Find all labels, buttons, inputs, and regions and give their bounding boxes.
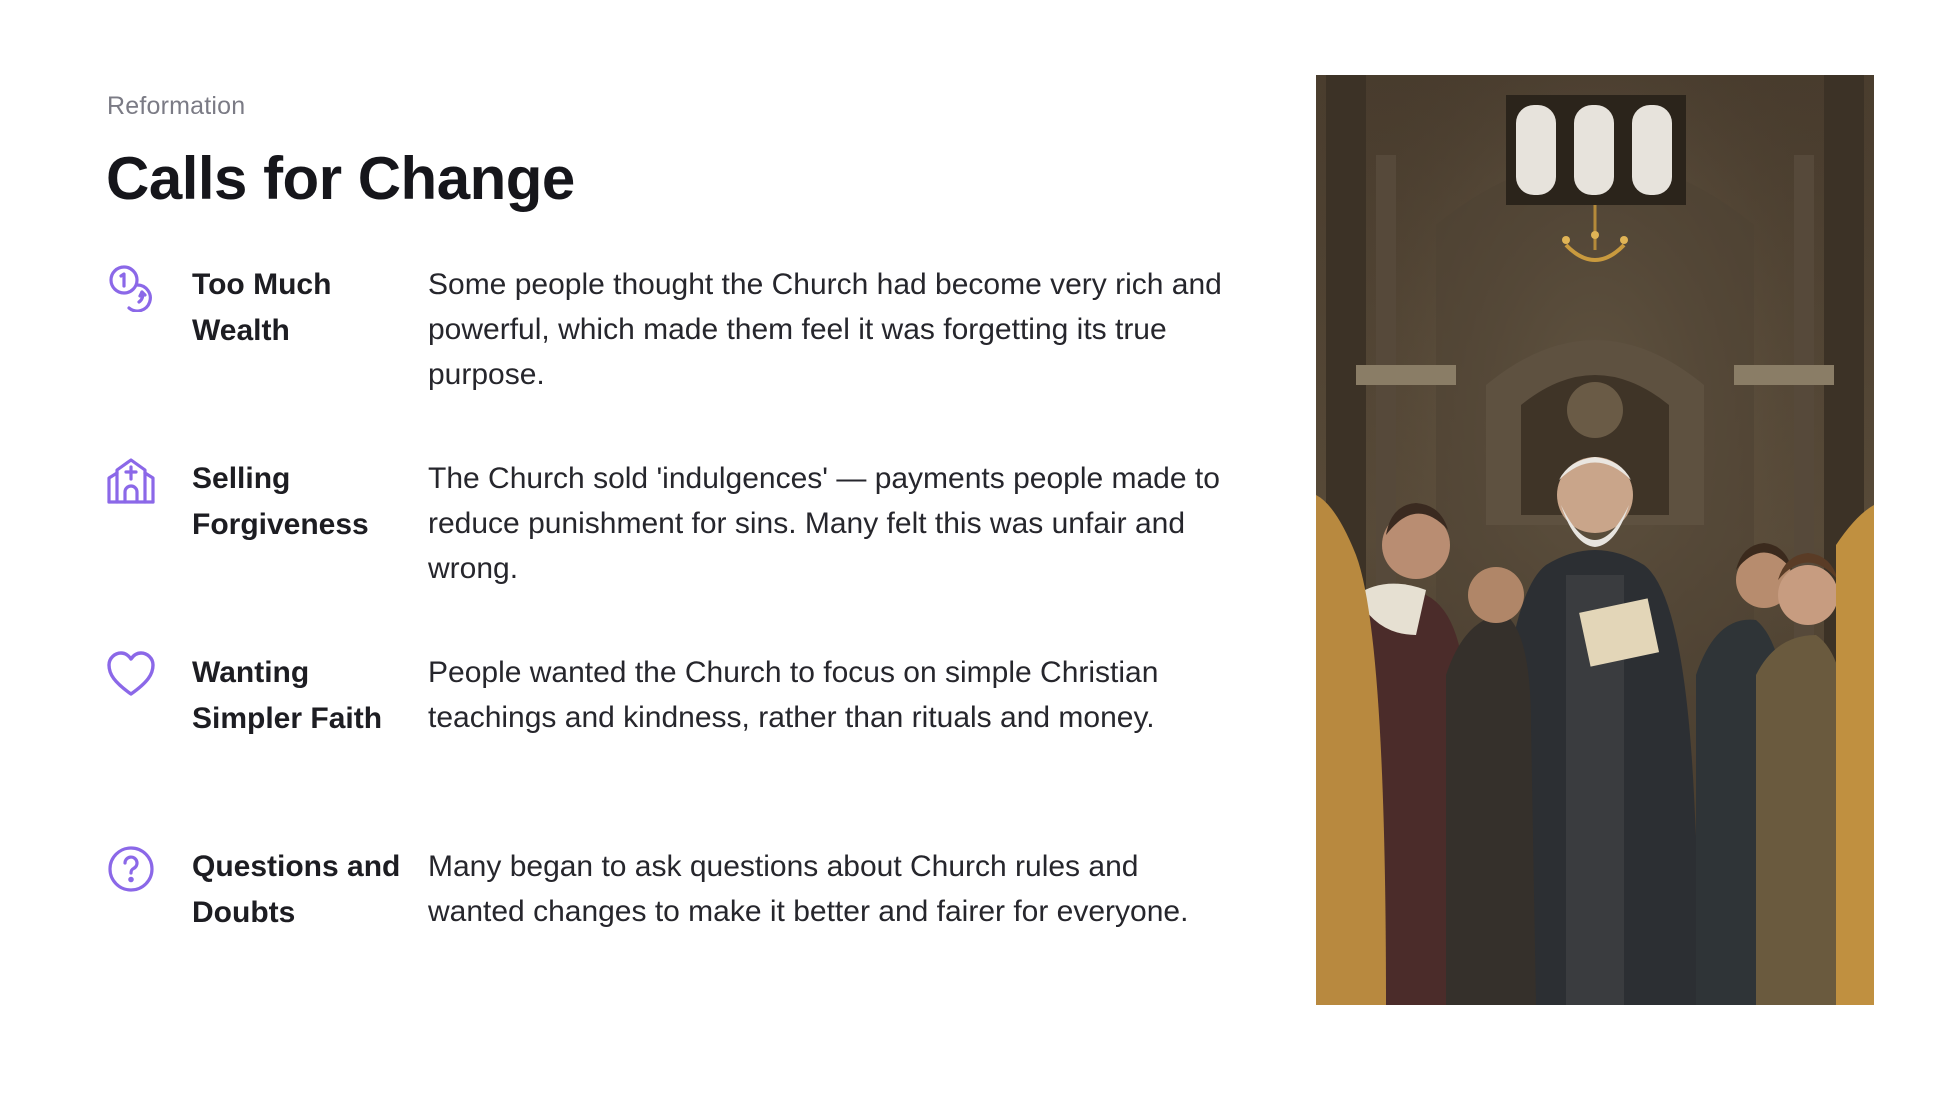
section-eyebrow: Reformation — [107, 92, 246, 120]
item-label: Too Much Wealth — [192, 268, 332, 347]
list-item — [106, 650, 1236, 800]
slide-title: Calls for Change — [106, 145, 575, 212]
item-label: Selling Forgiveness — [192, 462, 369, 541]
item-description: The Church sold 'indulgences' — payments people made to reduce punishment for sins. Many felt this was unfair and wrong. — [428, 462, 1220, 585]
item-label: Questions and Doubts — [192, 850, 401, 929]
church-icon — [106, 456, 156, 506]
coins-icon — [106, 262, 156, 312]
list-item — [106, 262, 1236, 412]
item-description: Some people thought the Church had become very rich and powerful, which made them feel it was forgetting its true purpose. — [428, 268, 1222, 391]
heart-icon — [106, 650, 156, 700]
list-item — [106, 456, 1236, 606]
item-description: Many began to ask questions about Church rules and wanted changes to make it better and fairer for everyone. — [428, 850, 1189, 928]
question-circle-icon — [106, 844, 156, 894]
church-interior-illustration — [1316, 75, 1874, 1005]
item-description: People wanted the Church to focus on simple Christian teachings and kindness, rather than rituals and money. — [428, 656, 1159, 734]
list-item — [106, 844, 1236, 994]
item-label: Wanting Simpler Faith — [192, 656, 383, 735]
